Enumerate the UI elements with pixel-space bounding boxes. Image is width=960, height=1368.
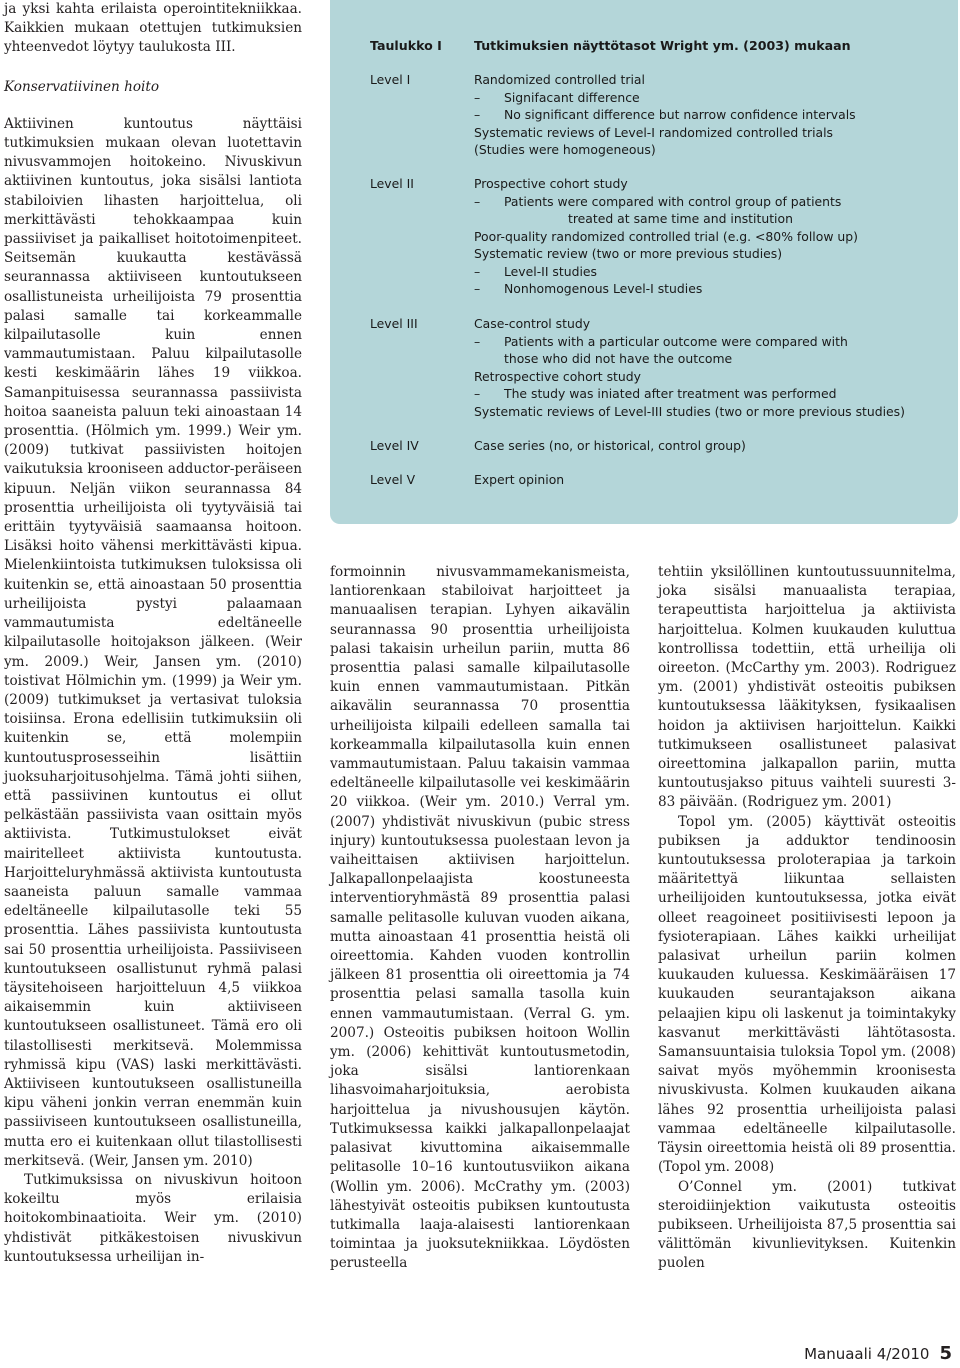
criteria-subitem	[474, 264, 944, 282]
dash-bullet: –	[474, 193, 481, 209]
journal-issue: Manuaali 4/2010	[804, 1345, 930, 1363]
text-column-3	[658, 563, 956, 1274]
table-label: Taulukko I	[370, 38, 442, 53]
criteria-item	[474, 404, 944, 422]
criteria-item	[474, 142, 944, 160]
criteria-subitem	[474, 194, 944, 212]
criteria-text: (Studies were homogeneous)	[474, 142, 656, 157]
criteria-item	[474, 472, 944, 490]
criteria-text: Randomized controlled trial	[474, 72, 645, 87]
criteria-text: Retrospective cohort study	[474, 368, 641, 384]
criteria-subitem	[474, 90, 944, 108]
criteria-item	[474, 438, 944, 456]
criteria-subitem	[474, 386, 944, 404]
criteria-text: Patients with a particular outcome were compared with	[504, 333, 848, 349]
criteria-item	[474, 211, 944, 229]
section-heading: Konservatiivinen hoito	[4, 78, 160, 95]
table-title: Tutkimuksien näyttötasot Wright ym. (2003) mukaan	[474, 38, 851, 53]
evidence-level-label: Level I	[370, 72, 411, 87]
criteria-text: Signifacant difference	[504, 89, 640, 105]
criteria-text: Level-II studies	[504, 263, 597, 279]
criteria-item	[474, 229, 944, 247]
criteria-item	[474, 351, 944, 369]
paragraph: Tutkimuksissa on nivuskivun hoitoon kokeiltu myös erilaisia hoitokombinaatioita. Weir ym. (2010) yhdistivät pitkäkestoisen nivuskivun kuntoutuksessa urheilijan in-	[4, 1171, 302, 1265]
criteria-text: The study was iniated after treatment was performed	[504, 386, 837, 401]
criteria-subitem	[474, 334, 944, 352]
paragraph: O’Connel ym. (2001) tutkivat steroidiinjektion vaikutusta osteoitis pubikseen. Urheilijoista 87,5 prosenttia sai välittömän kivunlievityksen. Kuitenkin puolen	[658, 1178, 956, 1272]
text-column-2	[330, 563, 630, 1274]
page-footer	[804, 1343, 952, 1364]
paragraph: Topol ym. (2005) käyttivät osteoitis pubiksen ja adduktor tendinoosin kuntoutuksessa proloterapiaa ja tarkoin määritettyä liikuntaa sellaisten urheilijoiden kuntoutuksessa, jotka eivät olleet reagoineet positiivisesti lepoon ja fysioterapiaan. Lähes kaikki urheilijat palasivat urheilun pariin kolmen kuukauden kuluessa. Keskimääräisen 17 kuukauden seurantajakson aikana pelaajien kipu oli laskenut ja toimintakyky kasvanut merkittävästi lähtötasosta. Samansuuntaisia tuloksia Topol ym. (2008) saivat myös myöhemmin kroonisesta nivuskivusta. Kolmen kuukauden aikana lähes 92 prosenttia urheilijoista palasi vammaa edeltäneelle kilpailutasolle. Täysin oireettomia heistä oli 89 prosenttia. (Topol ym. 2008)	[658, 813, 956, 1176]
criteria-text: Case series (no, or historical, control group)	[474, 438, 746, 453]
evidence-level-label: Level III	[370, 316, 418, 331]
criteria-item	[474, 316, 944, 334]
criteria-item	[474, 369, 944, 387]
evidence-level-table	[330, 0, 958, 524]
criteria-text: those who did not have the outcome	[504, 351, 733, 366]
criteria-item	[474, 246, 944, 264]
criteria-subitem	[474, 281, 944, 299]
paragraph: ja yksi kahta erilaista operointitekniikkaa. Kaikkien mukaan otettujen tutkimuksien yhteenvedot löytyy taulukosta III.	[4, 1, 302, 56]
evidence-level-criteria	[474, 72, 944, 160]
criteria-text: Systematic reviews of Level-I randomized controlled trials	[474, 124, 834, 140]
dash-bullet: –	[474, 263, 481, 279]
paragraph: formoinnin nivusvammamekanismeista, lantiorenkaan stabiloivat harjoitteet ja manuaalisen terapian. Lyhyen aikavälin seurannassa 90 prosenttia urheilijoista palasi takaisin urheilun pariin, mutta 86 prosenttia palasi samalle kilpailutasolle kuin ennen vammautumistaan. Pitkän aikavälin seurannassa 70 prosenttia urheilijoista kilpaili edelleen samalla tai korkeammalla kilpailutasolla kuin ennen vammautumistaan. Paluu takaisin vammaa edeltäneelle kilpailutasolle vei keskimäärin 20 viikkoa. (Weir ym. 2010.) Verral ym. (2007) yhdistivät nivuskivun (pubic stress injury) kuntoutuksessa puolestaan levon ja vaiheittaisen aktiivisen harjoittelun. Jalkapallonpelaajista koostuneesta interventioryhmästä 89 prosenttia palasi samalle pelitasolle kuluvan vuoden aikana, mutta ainoastaan 41 prosenttia heistä oli oireettomia. Kahden vuoden kontrollin jälkeen 81 prosenttia oli oireettomia ja 74 prosenttia pelasi samalla tasolla kuin ennen vammautumistaan. (Verral G. ym. 2007.) Osteoitis pubiksen hoitoon Wollin ym. (2006) kehittivät kuntoutusmetodin, joka sisälsi lantiorenkaan lihasvoimaharjoituksia, aerobista harjoittelua ja nivushousujen käytön. Tutkimuksessa kaikki jalkapallonpelaajat palasivat kivuttomina aikaisemmalle pelitasolle 10–16 kuntoutusviikon aikana (Wollin ym. 2006). McCrathy ym. (2003) lähestyivät osteoitis pubiksen kuntoutusta tutkimalla laaja-alaisesti lantiorenkaan toimintaa ja juoksutekniikkaa. Löydösten perusteella	[330, 564, 630, 1272]
evidence-level-criteria	[474, 472, 944, 490]
text-column-1	[4, 0, 302, 1267]
criteria-text: Prospective cohort study	[474, 176, 628, 191]
evidence-level-label: Level II	[370, 176, 414, 191]
paragraph: Aktiivinen kuntoutus näyttäisi tutkimuksien mukaan olevan luotettavin nivusvammojen hoitokeino. Nivuskivun aktiivinen kuntoutus, joka sisälsi lantiota stabiloivien lihasten harjoittelua, oli merkittävästi tehokkaampaa kuin passiiviset ja paikalliset hoitotoimenpiteet. Seitsemän kuukautta kestävässä seurannassa aktiiviseen kuntoutukseen osallistuneista urheilijoista 79 prosenttia palasi samalle tai korkeammalle kilpailutasolle kuin ennen vammautumistaan. Paluu kilpailutasolle kesti keskimäärin lähes 19 viikkoa. Samanpituisessa seurannassa passiivista hoitoa saaneista paluun teki ainoastaan 14 prosenttia. (Hölmich ym. 1999.) Weir ym. (2009) tutkivat passiivisten hoitojen vaikutuksia krooniseen adductor-peräiseen kipuun. Neljän viikon seurannassa 84 prosenttia urheilijoista oli tyytyväisiä tai erittäin tyytyväisiä saamaansa hoitoon. Lisäksi hoito vähensi merkittävästi kipua. Mielenkiintoista tutkimuksen tuloksissa oli kuitenkin se, että ainoastaan 50 prosenttia urheilijoista pystyi palaamaan vammautumista edeltäneelle kilpailutasolle hoitojakson jälkeen. (Weir ym. 2009.) Weir, Jansen ym. (2010) toistivat Hölmichin ym. (1999) ja Weir ym. (2009) tutkimukset ja vertasivat tuloksia toisiinsa. Erona edellisiin tutkimuksiin oli kuitenkin se, että molempiin kuntoutusprosesseihin lisättiin juoksuharjoitusohjelma. Tämä johti siihen, että passiivinen kuntoutus ei ollut pelkästään passiivista vaan osittain myös aktiivista. Tutkimustulokset eivät mairitelleet aktiivista kuntoutusta. Harjoitteluryhmässä aktiivista kuntoutusta saaneista paluun samalle vammaa edeltäneelle kilpailutasolle teki 55 prosenttia. Lähes passiivista kuntoutusta sai 50 prosenttia urheilijoista. Passiiviseen kuntoutukseen osallistunut ryhmä palasi täysitehoiseen harjoitteluun 4,5 viikkoa aikaisemmin kuin aktiiviseen kuntoutukseen osallistuneet. Tämä ero oli tilastollisesti merkitsevä. Molemmissa ryhmissä kipu (VAS) laski merkittävästi. Aktiiviseen kuntoutukseen osallistuneilla kipu väheni jonkin verran enemmän kuin passiiviseen kuntoutukseen osallistuneilla, mutta ero ei kuitenkaan ollut tilastollisesti merkitsevä. (Weir, Jansen ym. 2010)	[4, 115, 302, 1169]
dash-bullet: –	[474, 89, 481, 105]
criteria-item	[474, 72, 944, 90]
criteria-text: Poor-quality randomized controlled trial (e.g. <80% follow up)	[474, 228, 858, 244]
criteria-text: Case-control study	[474, 316, 591, 331]
evidence-level-criteria	[474, 176, 944, 299]
criteria-text: treated at same time and institution	[568, 211, 793, 226]
criteria-text: Systematic review (two or more previous studies)	[474, 246, 783, 261]
page-number: 5	[939, 1343, 952, 1364]
paragraph: tehtiin yksilöllinen kuntoutussuunnitelma, joka sisälsi manuaalista terapiaa, terapeuttista harjoittelua ja aktiivista harjoittelua. Kolmen kuukauden kuluttua kontrollissa todettiin, että urheilija oli oireeton. (McCarthy ym. 2003). Rodriguez ym. (2001) yhdistivät osteoitis pubiksen kuntoutuksessa lääkityksen, fysikaalisen hoidon ja aktiivisen harjoittelun. Kaikki tutkimukseen osallistuneet palasivat oireettomina jalkapallon pariin, mutta kuntoutusjakso pituus vaihteli suuresti 3-83 päivään. (Rodriguez ym. 2001)	[658, 564, 956, 811]
criteria-item	[474, 125, 944, 143]
criteria-text: No significant difference but narrow confidence intervals	[504, 107, 856, 122]
evidence-level-criteria	[474, 316, 944, 421]
evidence-level-criteria	[474, 438, 944, 456]
criteria-text: Expert opinion	[474, 472, 565, 487]
evidence-level-label: Level V	[370, 472, 416, 487]
dash-bullet: –	[474, 333, 481, 349]
criteria-text: Nonhomogenous Level-I studies	[504, 281, 703, 296]
dash-bullet: –	[474, 386, 481, 401]
criteria-text: Systematic reviews of Level-III studies (two or more previous studies)	[474, 403, 905, 419]
evidence-level-label: Level IV	[370, 438, 419, 453]
criteria-text: Patients were compared with control group of patients	[504, 193, 842, 209]
criteria-item	[474, 176, 944, 194]
criteria-subitem	[474, 107, 944, 125]
dash-bullet: –	[474, 107, 481, 122]
dash-bullet: –	[474, 281, 481, 296]
